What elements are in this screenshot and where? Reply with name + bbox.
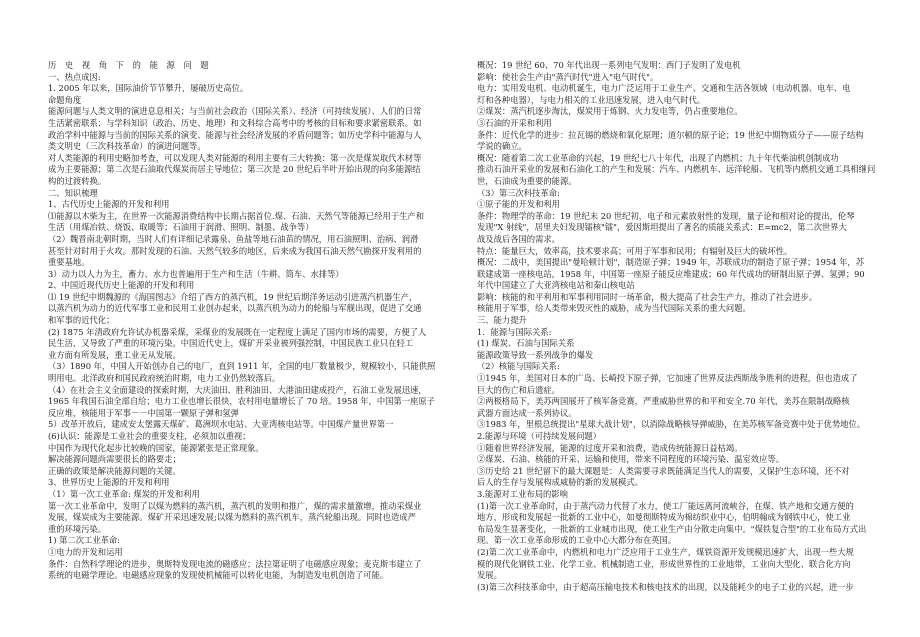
right-column-line: ③1983 年，里根总统提出"星球大战计划"，以消除战略核导弹威胁，在美苏核军备竞赛中处于优势地位。	[477, 419, 866, 430]
left-column-line: 生活（用煤冶铁、烧饭、取暖等；石油用于润滑、照明、制墨、战争等）	[48, 222, 314, 233]
right-column-line: 世，石油成为重要的能源。	[477, 175, 577, 186]
left-column-line: ⑴能源以木柴为主，在世界一次能源消费结构中长期占据首位.煤、石油、天然气等能源已经用于生产和	[48, 210, 425, 221]
right-column-line: 现。第一次工业革命形成的工业中心大都分布在英国。	[477, 535, 677, 546]
left-column-line: 二、知识梳理	[48, 187, 98, 198]
left-column-line: 以蒸汽机为动力的近代军事工业和民用工业创办起来，以蒸汽机为动力的轮船与军舰出现，促进了交通	[48, 303, 422, 314]
left-column-line: ⑴ 19 世纪中期魏源的《海国图志》介绍了西方的蒸汽机，19 世纪后期洋务运动引进蒸汽机器生产，	[48, 291, 418, 302]
right-column-line: 1．能源与国际关系:	[477, 326, 552, 337]
left-column-line: 发展，煤炭成为主要能源。煤矿开采迅速发展;以煤为燃料的蒸汽机车，蒸汽轮船出现。同时也造成严	[48, 512, 416, 523]
left-column-line: 对人类能源的利用史略加考查，可以发现人类对能源的利用主要有三大转换：第一次是煤炭取代木材等	[48, 152, 422, 163]
right-column	[477, 60, 875, 593]
left-column-line: 2、中国近现代历史上能源的开发和利用	[48, 280, 195, 291]
left-column-line: （2）魏晋南北朝时期，当时人们有详细记录露泉、鱼盐等地石油苗的情况，用石油照明、治病、润滑	[48, 233, 419, 244]
right-column-line: (1) 煤炭、石油与国际关系	[477, 338, 575, 349]
left-column-line: 反应堆，核能用于军事－－中国第一颗原子弹和氢弹	[48, 407, 239, 418]
left-column-line: 正确的政策是解决能源问题的关键。	[48, 465, 181, 476]
left-column-line: 3、世界历史上能源的开发和利用	[48, 477, 170, 488]
right-column-line: ③石油的开采和利用	[477, 117, 552, 128]
left-column	[48, 60, 443, 582]
left-column-line: 明用电。北洋政府和国民政府统治时期，电力工业仍然较落后。	[48, 373, 281, 384]
left-column-line: 甚至针对时用于火攻。那时发现的石油、天然气较多的地区，后来成为我国石油天然气勘探开发利用的	[48, 245, 422, 256]
right-column-line: 模的现代化钢铁工业、化学工业、机械制造工业，形成世界性的工业地带，工业向大型化、联合化方向	[477, 558, 851, 569]
right-column-line: 电力：实用发电机、电动机诞生，电力广泛运用于工业生产、交通和生活各领域（电动机器、电车、电	[477, 83, 851, 94]
left-column-line: 业方面有所发展，重工业无从发展。	[48, 349, 181, 360]
left-column-line: 重要基地。	[48, 257, 90, 268]
right-column-line: ③历史给 21 世纪留下的最大课题是：人类需要寻求既能满足当代人的需要，又保护生态环境，还不对	[477, 465, 850, 476]
right-column-line: 概况：随着第二次工业革命的兴起，19 世纪七八十年代，出现了内燃机；九十年代柴油机创制成功	[477, 152, 839, 163]
right-column-line: 联建成第一座核电站，1958 年，中国第一座原子能反应堆建成；60 年代成功的研制出原子弹、氢弹；90	[477, 268, 865, 279]
left-column-line: (2) 1875 年清政府允许试办机器采煤，采煤业的发展既在一定程度上满足了国内市场的需要，方便了人	[48, 326, 427, 337]
right-column-line: ②煤炭、石油、核能的开采、运输和使用，带来不同程度的环境污染、温室效应等。	[477, 454, 784, 465]
right-column-line: ①随着世界经济发展，能源的过度开采和浪费，造成传统能源日益枯竭。	[477, 442, 743, 453]
left-column-line: 构的过渡转换。	[48, 175, 107, 186]
right-column-line: 影响：使社会生产由"蒸汽时代"进入"电气时代"。	[477, 71, 659, 82]
left-column-line: 一、热点成因:	[48, 71, 101, 82]
right-column-line: (3)第三次科技革命中，由于超高压输电技术和核电技术的出现，以及能耗少的电子工业的兴起，进一步	[477, 581, 854, 592]
right-column-line: ②两极格局下，美苏两国展开了核军备竞赛，严重威胁世界的和平和安全.70 年代，美苏在限制战略核	[477, 396, 850, 407]
right-column-line: 特点：能量巨大，效率高，技术要求高；可用于军事和民用；有辐射及巨大的破坏性。	[477, 245, 793, 256]
left-column-line: 条件：自然科学理论的进步，奥斯特发现电流的磁感应；法拉第证明了电磁感应现象；麦克斯韦建立了	[48, 558, 422, 569]
right-column-line: 地方，形成和发展起一批新的工业中心，如曼彻斯特成为棉纺织业中心，伯明翰成为钢铁中心，使工业	[477, 512, 851, 523]
right-column-line: 巨大的伤亡和后遗症。	[477, 384, 560, 395]
left-column-line: 1. 2005 年以来，国际油价节节攀升，屡破历史高位。	[48, 83, 249, 94]
left-column-line: （3）1890 年，中国人开始创办自己的电厂，直到 1911 年，全国的电厂数量极少，规模较小，只能供照	[48, 361, 436, 372]
right-column-line: 布局发生显著变化，一批新的工业城市出现，使工业生产由分散走向集中。"煤铁复合型"的工业布局方式出	[477, 523, 867, 534]
right-column-line: ①原子能的开发和利用	[477, 199, 560, 210]
left-column-line: 1) 第二次工业革命:	[48, 535, 121, 546]
right-column-line: 概况：二战中，美国提出"曼哈顿计划"，制造原子弹；1949 年，苏联成功的制造了原子弹；1954 年，苏	[477, 257, 865, 268]
right-column-line: 条件：近代化学的进步：拉瓦锡的燃烧和氧化原理；道尔顿的原子论；19 世纪中期物质分子——原子结构	[477, 129, 864, 140]
left-column-line: （4）在社会主义全面建设的探索时期，大庆油田、胜利油田、大港油田建成投产，石油工业发展迅速，	[48, 384, 427, 395]
right-column-line: 灯和各种电器），与电力相关的工业迅速发展，进入电气时代。	[477, 94, 706, 105]
right-column-line: 发现"X 射线"，居里夫妇发现镭核"镭"，爱因斯坦提出了著名的质能关系式：E=mc2，第二次世界大	[477, 222, 847, 233]
left-column-line: 重的环境污染。	[48, 523, 107, 534]
left-column-line: （1）第一次工业革命: 煤炭的开发和利用	[48, 488, 200, 499]
left-column-line: 1965 年我国石油全部自给；电力工业也增长很快，农村用电量增长了 70 培。1958 年，中国第一座原子	[48, 396, 435, 407]
right-column-line: 影响：核能的和平利用和军事利用同时一场革命，极大提高了社会生产力，推动了社会进步。	[477, 291, 818, 302]
right-column-line: 年代中国建立了大亚湾核电站和秦山核电站	[477, 280, 635, 291]
right-column-line: 后人的生存与发展构成威胁的新的发展模式。	[477, 477, 643, 488]
left-column-line: (6)认识：能源是工业社会的重要支柱，必须加以重视；	[48, 431, 251, 441]
right-column-line: 条件：物理学的革命：19 世纪末 20 世纪初，电子和元素放射性的发现，量子论和相对论的提出，伦琴	[477, 210, 855, 221]
left-column-line: 系统的电磁学理论。电磁感应现象的发现使机械能可以转化电能，为制造发电机创造了可能。	[48, 570, 389, 581]
right-column-line: ①1945 年，美国对日本的广岛、长崎投下原子弹，它加速了世界反法西斯战争胜利的进程，但也造成了	[477, 373, 858, 384]
left-column-line: 类文明史（三次科技革命）的演进问题等。	[48, 141, 206, 152]
left-column-line: 成为主要能源；第二次是石油取代煤炭而居主导地位；第三次是 20 世纪后半叶开始出现的向多能源结	[48, 164, 421, 175]
right-column-line: 2.能源与环境（可持续发展问题）	[477, 431, 602, 441]
left-column-line: 生活紧密联系；与学科知识（政治、历史、地理）和文科综合高考中的考核的目标和要求紧密联系。如	[48, 117, 422, 128]
right-column-line: ②煤炭：蒸汽机逐步淘汰，煤炭用于炼钢、火力发电等，仍占重要地位。	[477, 106, 743, 117]
left-column-line: 第一次工业革命中，发明了以煤为燃料的蒸汽机，蒸汽机的发明和推广，煤的需求量激增，推动采煤业	[48, 500, 422, 511]
right-column-line: 能源政策导致一系列战争的爆发	[477, 349, 594, 360]
left-column-line: 和军事的近代化；	[48, 315, 115, 326]
left-column-line: 政治学科中能源与当前的国际关系的演变、能源与社会经济发展的矛盾问题等；如历史学科中能源与人	[48, 129, 422, 140]
left-column-line: 能源问题与人类文明的演进息息相关；与当前社会政治（国际关系）、经济（可持续发展）、人们的日常	[48, 106, 422, 117]
right-column-line: (2)第二次工业革命中，内燃机和电力广泛应用于工业生产，煤铁资源开发规模迅速扩大，出现一些大规	[477, 546, 854, 557]
right-column-line: （3）第三次科技革命:	[477, 187, 560, 198]
right-column-line: 3.能源对工业布局的影响	[477, 488, 568, 499]
right-column-line: 推动石油开采业的发展和石油化工的产生和发展：汽车、内燃机车、远洋轮船、飞机等内燃机交通工具相继问	[477, 164, 875, 175]
right-column-line: 三、能力提升	[477, 315, 527, 326]
right-column-line: 核能用于军事，给人类带来毁灭性的威胁，成为当代国际关系的重大问题。	[477, 303, 751, 314]
right-column-line: 发展。	[477, 570, 502, 581]
left-column-line: 5）改革开放后，建成安太堡露天煤矿、葛洲坝水电站、大亚湾核电站等。中国煤产量世界第一	[48, 419, 394, 430]
right-column-line: 学说的确立。	[477, 141, 527, 152]
left-column-line: 命题角度	[48, 94, 82, 105]
left-column-line: 解决能源问题尚需要很长的路要走；	[48, 454, 181, 465]
right-column-line: 概况：19 世纪 60、70 年代出现一系列电气发明：西门子发明了发电机	[477, 60, 741, 70]
left-column-line: 历 史 视 角 下 的 能 源 问 题	[48, 60, 212, 70]
right-column-line: 武器方面达成一系列协议。	[477, 407, 577, 418]
left-column-line: 民生活，又导致了严重的环境污染。中国近代史上，煤矿开采业被列强控制，中国民族工业只在轻工	[48, 338, 414, 349]
left-column-line: 中国作为现代化起步比较晚的国家，能源紧张是正常现象。	[48, 442, 264, 453]
left-column-line: 1、古代历史上能源的开发和利用	[48, 199, 170, 210]
left-column-line: 3）动力以人力为主，畜力、水力也普遍用于生产和生活（牛耕、筒车、水排等）	[48, 268, 344, 279]
left-column-line: ①电力的开发和运用	[48, 546, 123, 557]
right-column-line: 战及战后各国的需求。	[477, 233, 560, 244]
right-column-line: （2）核能与国际关系:	[477, 361, 560, 372]
right-column-line: (1)第一次工业革命时，由于蒸汽动力代替了水力，使工厂能远离河流峡谷，在煤、铁产地和交通方便的	[477, 500, 854, 511]
